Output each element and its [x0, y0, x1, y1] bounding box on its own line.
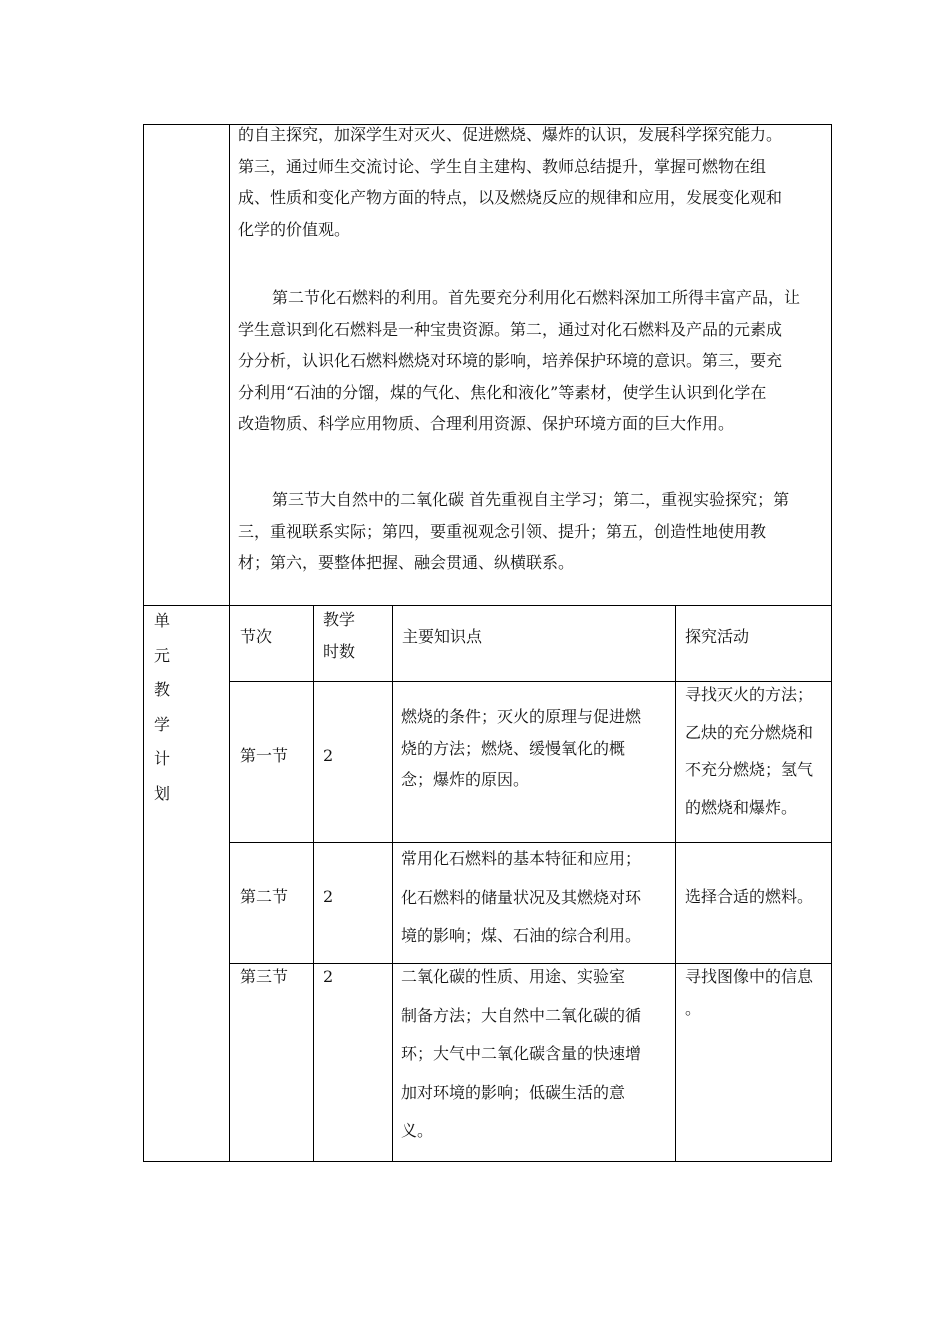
row2-knowledge-line: 常用化石燃料的基本特征和应用； — [401, 849, 642, 868]
section3-line: 三，重视联系实际；第四，要重视观念引领、提升；第五，创造性地使用教 — [238, 521, 767, 541]
intro-line: 化学的价值观。 — [238, 219, 351, 239]
row2-section: 第二节 — [240, 887, 289, 906]
row1-activity-line: 不充分燃烧；氢气 — [685, 760, 814, 779]
activity-column-divider — [675, 605, 676, 1162]
section2-line: 分利用“石油的分馏，煤的气化、焦化和液化”等素材，使学生认识到化学在 — [238, 382, 767, 402]
row2-knowledge-line: 化石燃料的储量状况及其燃烧对环 — [401, 887, 642, 907]
row2-knowledge-line: 境的影响；煤、石油的综合利用。 — [401, 926, 642, 945]
row3-knowledge-line: 二氧化碳的性质、用途、实验室 — [401, 967, 626, 986]
table-left-border — [143, 124, 144, 1162]
section2-paragraph — [238, 282, 824, 440]
hours-column-divider — [313, 605, 314, 1162]
header-hours — [323, 604, 355, 667]
table-bottom-border — [143, 1161, 832, 1162]
row3-knowledge-line: 制备方法；大自然中二氧化碳的循 — [401, 1005, 642, 1025]
intro-paragraph — [238, 119, 824, 245]
section2-line: 第二节化石燃料的利用。首先要充分利用化石燃料深加工所得丰富产品，让 — [272, 288, 801, 307]
side-label-char: 划 — [153, 783, 170, 803]
row1-hours: 2 — [323, 746, 334, 765]
row1-activity — [685, 679, 813, 823]
section3-line: 材；第六，要整体把握、融会贯通、纵横联系。 — [238, 553, 575, 572]
plan-top-border — [143, 605, 832, 606]
row3-activity-line: 寻找图像中的信息 — [685, 967, 814, 986]
plan-side-label — [152, 604, 172, 811]
row3-hours: 2 — [323, 967, 334, 986]
section3-line: 第三节大自然中的二氧化碳 首先重视自主学习；第二，重视实验探究；第 — [272, 490, 790, 509]
side-label-char: 单 — [153, 611, 170, 630]
side-label-char: 计 — [153, 749, 170, 768]
row1-knowledge-line: 燃烧的条件；灭火的原理与促进燃 — [401, 707, 642, 726]
row3-activity-line: 。 — [685, 998, 702, 1018]
row1-section: 第一节 — [240, 746, 289, 765]
section2-line: 学生意识到化石燃料是一种宝贵资源。第二，通过对化石燃料及产品的元素成 — [238, 319, 783, 339]
table-right-border — [831, 124, 832, 1162]
header-hours-line: 时数 — [323, 641, 356, 661]
row2-activity: 选择合适的燃料。 — [685, 887, 814, 906]
row3-knowledge-line: 义。 — [401, 1121, 434, 1140]
header-knowledge: 主要知识点 — [402, 627, 483, 646]
side-label-char: 学 — [153, 714, 170, 734]
row1-activity-line: 乙炔的充分燃烧和 — [685, 722, 814, 742]
row1-knowledge-line: 烧的方法；燃烧、缓慢氧化的概 — [401, 738, 626, 758]
header-section: 节次 — [240, 627, 273, 646]
intro-line: 第三，通过师生交流讨论、学生自主建构、教师总结提升，掌握可燃物在组 — [238, 156, 767, 176]
row3-knowledge — [401, 961, 641, 1147]
row3-activity — [685, 961, 813, 1024]
row3-knowledge-line: 加对环境的影响；低碳生活的意 — [401, 1082, 626, 1102]
row2-knowledge — [401, 843, 641, 952]
row1-knowledge — [401, 701, 641, 796]
label-column-divider — [229, 124, 230, 1162]
row3-section: 第三节 — [240, 967, 289, 986]
header-hours-line: 教学 — [323, 610, 356, 629]
row1-activity-line: 寻找灭火的方法； — [685, 685, 814, 704]
section2-line: 分分析，认识化石燃料燃烧对环境的影响，培养保护环境的意识。第三，要充 — [238, 351, 783, 370]
knowledge-column-divider — [392, 605, 393, 1162]
row1-activity-line: 的燃烧和爆炸。 — [685, 797, 798, 817]
row2-hours: 2 — [323, 887, 334, 906]
header-activity: 探究活动 — [685, 627, 750, 646]
section2-line: 改造物质、科学应用物质、合理利用资源、保护环境方面的巨大作用。 — [238, 414, 735, 433]
intro-line: 的自主探究，加深学生对灭火、促进燃烧、爆炸的认识，发展科学探究能力。 — [238, 125, 783, 144]
intro-line: 成、性质和变化产物方面的特点，以及燃烧反应的规律和应用，发展变化观和 — [238, 188, 783, 207]
row1-knowledge-line: 念；爆炸的原因。 — [401, 770, 530, 789]
section3-paragraph — [238, 484, 824, 579]
side-label-char: 元 — [153, 645, 170, 665]
row3-knowledge-line: 环；大气中二氧化碳含量的快速增 — [401, 1044, 642, 1063]
side-label-char: 教 — [153, 680, 170, 699]
